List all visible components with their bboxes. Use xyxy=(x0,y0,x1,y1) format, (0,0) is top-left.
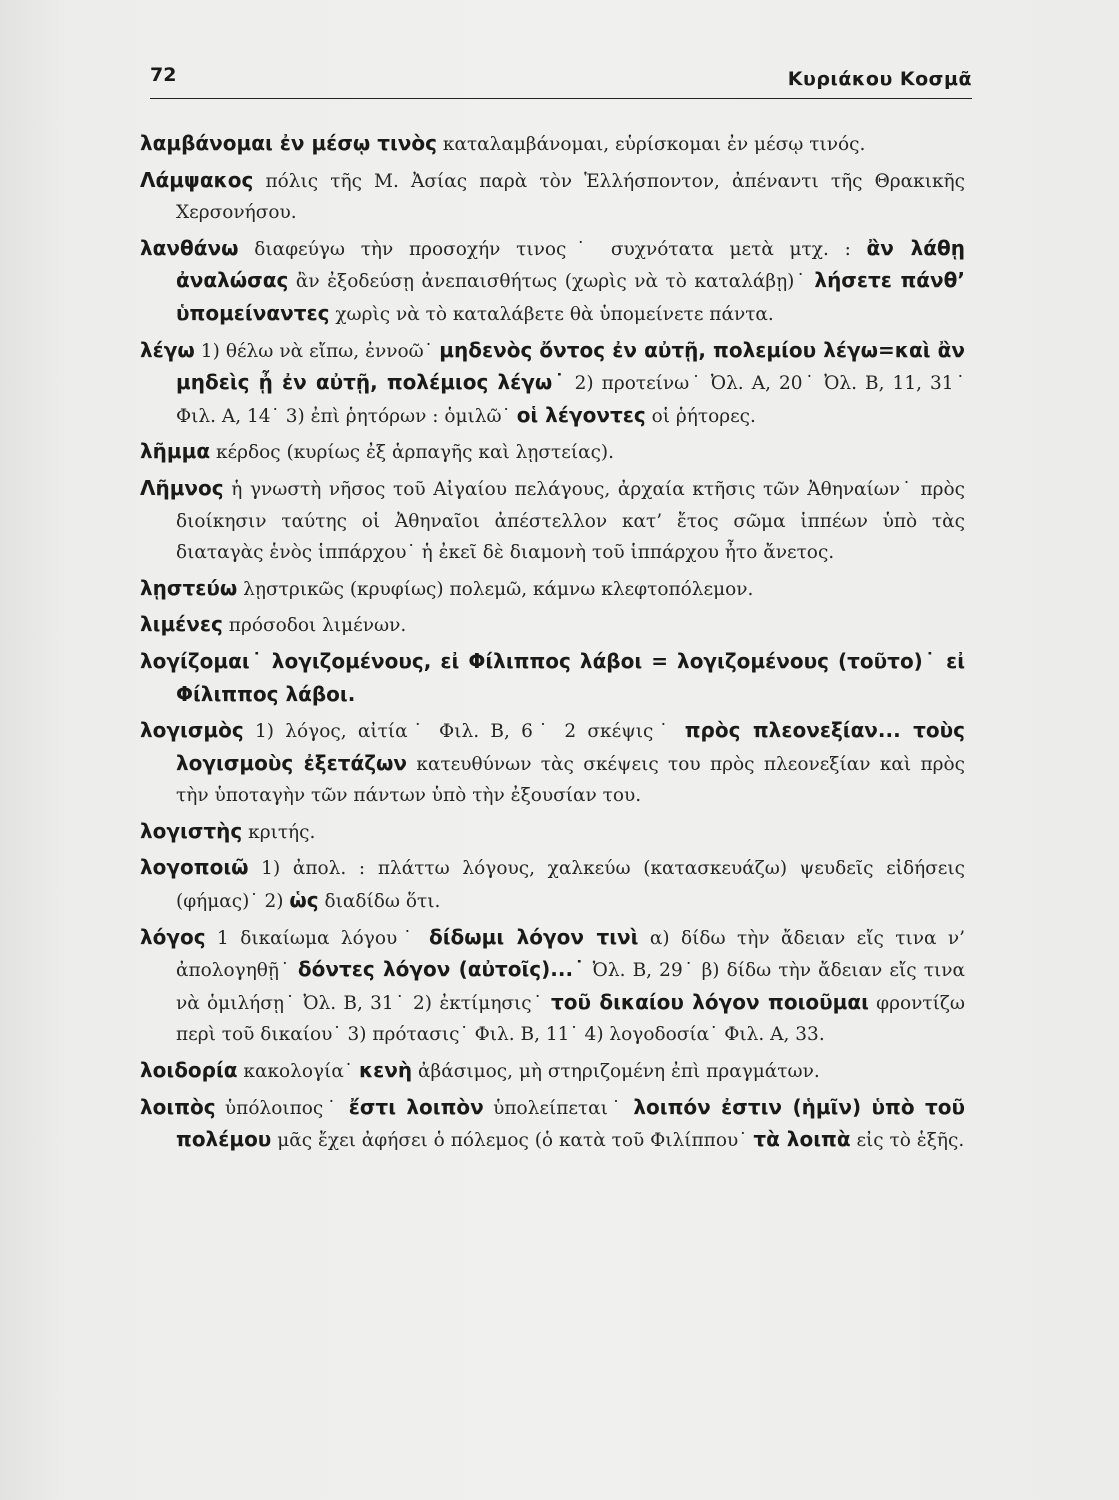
entry-phrase: τοῦ δικαίου λόγον ποιοῦμαι xyxy=(551,989,869,1014)
entry-gloss: ἡ γνωστὴ νῆσος τοῦ Αἰγαίου πελάγους, ἀρχαία κτῆσις τῶν Ἀθηναίων˙ πρὸς διοίκησιν ταύτης οἱ Ἀθηναῖοι ἀπέστελλον κατ’ ἔτος σῶμα ἱππέων ὑπὸ τὰς διαταγὰς ἑνὸς ἱππάρχου˙ ἡ ἐκεῖ δὲ διαμονὴ τοῦ ἱππάρχου ἦτο ἄνετος. xyxy=(176,478,965,564)
entry-gloss: ἂν ἐξοδεύσῃ ἀνεπαισθήτως (χωρὶς νὰ τὸ καταλάβῃ)˙ xyxy=(288,271,815,293)
entry-headword: λογοποιῶ xyxy=(140,855,249,880)
entry-phrase: ἂν λάθῃ ἀναλώσας xyxy=(176,235,966,293)
entry-headword: λῃστεύω xyxy=(140,575,238,600)
entry-headword: λιμένες xyxy=(140,612,223,637)
dictionary-entry xyxy=(140,922,965,1051)
entry-gloss: α) δίδω τὴν ἄδειαν εἴς τινα ν’ ἀπολογηθῇ˙ xyxy=(176,927,965,982)
entry-headword: λογιστὴς xyxy=(140,818,243,843)
dictionary-entry xyxy=(140,128,965,161)
dictionary-entry xyxy=(140,609,965,642)
dictionary-entry xyxy=(140,573,965,606)
entry-gloss: ἀβάσιμος, μὴ στηριζομένη ἐπὶ πραγμάτων. xyxy=(412,1061,820,1083)
entry-headword: λανθάνω xyxy=(140,235,239,260)
page-number: 72 xyxy=(150,64,177,86)
entry-headword: Λάμψακος xyxy=(140,167,254,192)
dictionary-entry xyxy=(140,233,965,331)
entry-gloss: οἱ ῥήτορες. xyxy=(645,405,756,427)
entry-gloss: 1 δικαίωμα λόγου˙ xyxy=(205,927,429,949)
entry-phrase: οἱ λέγοντες xyxy=(516,402,646,427)
entry-gloss: διαφεύγω τὴν προσοχήν τινος˙ συχνότατα μετὰ μτχ. : xyxy=(238,238,867,260)
dictionary-entry xyxy=(140,165,965,229)
entry-gloss: μᾶς ἔχει ἀφήσει ὁ πόλεμος (ὁ κατὰ τοῦ Φιλίππου˙ xyxy=(271,1130,754,1152)
dictionary-entry xyxy=(140,335,965,433)
entry-phrase: ὡς xyxy=(289,888,319,913)
entry-phrase: λήσετε πάνθ’ ὑπομείναντες xyxy=(176,268,966,325)
dictionary-entry xyxy=(140,852,965,917)
entry-phrase: δόντες λόγον (αὐτοῖς)...˙ xyxy=(297,957,586,982)
entry-gloss: πρόσοδοι λιμένων. xyxy=(222,615,407,637)
entry-headword: λογίζομαι˙ xyxy=(140,648,264,673)
entry-headword: λῆμμα xyxy=(140,439,211,464)
dictionary-entry xyxy=(140,473,965,569)
entry-headword: λογισμὸς xyxy=(140,718,244,743)
entry-headword: λόγος xyxy=(140,924,206,949)
entry-gloss: 1) λόγος, αἰτία˙ Φιλ. Β, 6˙ 2 σκέψις˙ xyxy=(243,721,685,743)
entry-gloss xyxy=(264,652,272,673)
entry-phrase: πρὸς πλεονεξίαν... τοὺς λογισμοὺς ἐξετάζων xyxy=(176,718,965,775)
entry-gloss: κατευθύνων τὰς σκέψεις του πρὸς πλεονεξίαν καὶ πρὸς τὴν ὑποταγὴν τῶν πάντων ὑπὸ τὴν ἐξουσίαν του. xyxy=(176,753,966,807)
entry-gloss: φροντίζω περὶ τοῦ δικαίου˙ 3) πρότασις˙ Φιλ. Β, 11˙ 4) λογοδοσία˙ Φιλ. Α, 33. xyxy=(176,992,965,1046)
entry-phrase: ἔστι λοιπὸν xyxy=(348,1094,484,1119)
entry-gloss: ὑπολείπεται˙ xyxy=(483,1097,634,1119)
dictionary-entry xyxy=(140,1092,965,1157)
entry-phrase: κενὴ xyxy=(358,1058,413,1083)
entry-phrase: λογιζομένους, εἰ Φίλιππος λάβοι = λογιζομένους (τοῦτο)˙ εἰ Φίλιππος λάβοι. xyxy=(176,648,965,706)
dictionary-entry xyxy=(140,715,965,812)
running-head: Κυριάκου Κοσμᾶ xyxy=(787,68,972,90)
entry-gloss: 1) θέλω νὰ εἴπω, ἐννοῶ˙ xyxy=(194,340,440,362)
dictionary-entry xyxy=(140,816,965,849)
entry-headword: λέγω xyxy=(140,337,195,362)
dictionary-entry xyxy=(140,646,965,711)
entry-gloss: πόλις τῆς Μ. Ἀσίας παρὰ τὸν Ἑλλήσποντον, ἀπέναντι τῆς Θρακικῆς Χερσονήσου. xyxy=(176,170,965,224)
entry-gloss: ὑπόλοιπος˙ xyxy=(215,1097,349,1119)
entry-gloss: χωρὶς νὰ τὸ καταλάβετε θὰ ὑπομείνετε πάντα. xyxy=(329,303,774,325)
entry-gloss: διαδίδω ὅτι. xyxy=(318,891,441,913)
entry-phrase: μηδενὸς ὄντος ἐν αὐτῇ, πολεμίου λέγω=καὶ ἂν μηδεὶς ᾖ ἐν αὐτῇ, πολέμιος λέγω˙ xyxy=(176,337,965,395)
dictionary-entry xyxy=(140,436,965,469)
entry-phrase: δίδωμι λόγον τινὶ xyxy=(428,924,639,949)
page-header xyxy=(150,62,972,99)
entry-headword: Λῆμνος xyxy=(140,475,224,500)
entry-headword: λοιδορία xyxy=(140,1058,238,1083)
entry-phrase: λαμβάνομαι ἐν μέσῳ τινὸς xyxy=(140,131,438,155)
entry-gloss: 1) ἀπολ. : πλάττω λόγους, χαλκεύω (κατασκευάζω) ψευδεῖς εἰδήσεις (φήμας)˙ 2) xyxy=(176,858,965,913)
entry-gloss: κριτής. xyxy=(242,821,316,843)
dictionary-entry xyxy=(140,1055,965,1088)
entry-headword: λοιπὸς xyxy=(140,1094,216,1119)
entry-gloss: κέρδος (κυρίως ἐξ ἁρπαγῆς καὶ λῃστείας). xyxy=(210,442,615,464)
entry-phrase: τὰ λοιπὰ xyxy=(753,1127,851,1152)
entry-gloss: Ὀλ. Β, 29˙ β) δίδω τὴν ἄδειαν εἴς τινα νὰ ὁμιλήσῃ˙ Ὀλ. Β, 31˙ 2) ἐκτίμησις˙ xyxy=(176,960,965,1014)
entry-phrase: λοιπόν ἐστιν (ἡμῖν) ὑπὸ τοῦ πολέμου xyxy=(176,1094,966,1152)
entry-gloss: κακολογία˙ xyxy=(237,1061,359,1083)
entry-gloss: λῃστρικῶς (κρυφίως) πολεμῶ, κάμνω κλεφτοπόλεμον. xyxy=(237,578,754,600)
entry-gloss: 2) προτείνω˙ Ὀλ. Α, 20˙ Ὀλ. Β, 11, 31˙ Φιλ. Α, 14˙ 3) ἐπὶ ῥητόρων : ὁμιλῶ˙ xyxy=(176,373,965,427)
entry-gloss: εἰς τὸ ἑξῆς. xyxy=(850,1130,965,1152)
dictionary-body xyxy=(140,128,965,1161)
entry-gloss: καταλαμβάνομαι, εὑρίσκομαι ἐν μέσῳ τινός. xyxy=(437,134,866,155)
